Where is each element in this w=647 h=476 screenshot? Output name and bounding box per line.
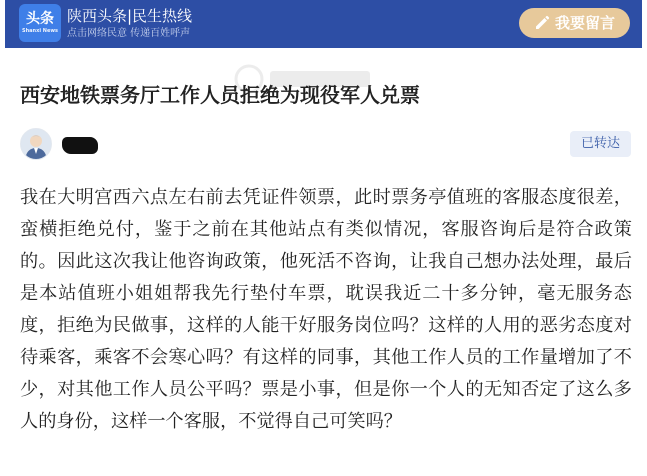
logo-subtext: Shanxi News bbox=[22, 28, 58, 34]
app-header bbox=[5, 0, 642, 48]
brand-title: 陕西头条|民生热线 bbox=[67, 7, 193, 25]
leave-message-button[interactable] bbox=[519, 8, 630, 38]
article-title: 西安地铁票务厅工作人员拒绝为现役军人兑票 bbox=[20, 83, 420, 107]
user-avatar[interactable] bbox=[20, 128, 52, 160]
article-body: 我在大明宫西六点左右前去凭证件领票，此时票务亭值班的客服态度很差，蛮横拒绝兑付，鉴于之前在其他站点有类似情况，客服咨询后是符合政策的。因此这次我让他咨询政策，他死活不咨询，让我自己想办法处理，最后是本站值班小姐姐帮我先行垫付车票，耽误我近二十多分钟，毫无服务态度，拒绝为民做事，这样的人能干好服务岗位吗？这样的人用的恶劣态度对待乘客，乘客不会寒心吗？有这样的同事，其他工作人员的工作量增加了不少，对其他工作人员公平吗？票是小事，但是你一个人的无知否定了这么多人的身份，这样一个客服，不觉得自己可笑吗？ bbox=[20, 187, 632, 432]
logo-text: 头条 bbox=[26, 11, 54, 27]
status-badge: 已转达 bbox=[570, 131, 631, 157]
leave-message-label: 我要留言 bbox=[554, 14, 615, 32]
brand-subtitle: 点击网络民意 传递百姓呼声 bbox=[67, 28, 191, 39]
username-redacted bbox=[62, 137, 98, 154]
app-logo[interactable] bbox=[19, 4, 61, 42]
avatar-icon bbox=[21, 129, 51, 159]
pencil-icon bbox=[534, 15, 550, 31]
